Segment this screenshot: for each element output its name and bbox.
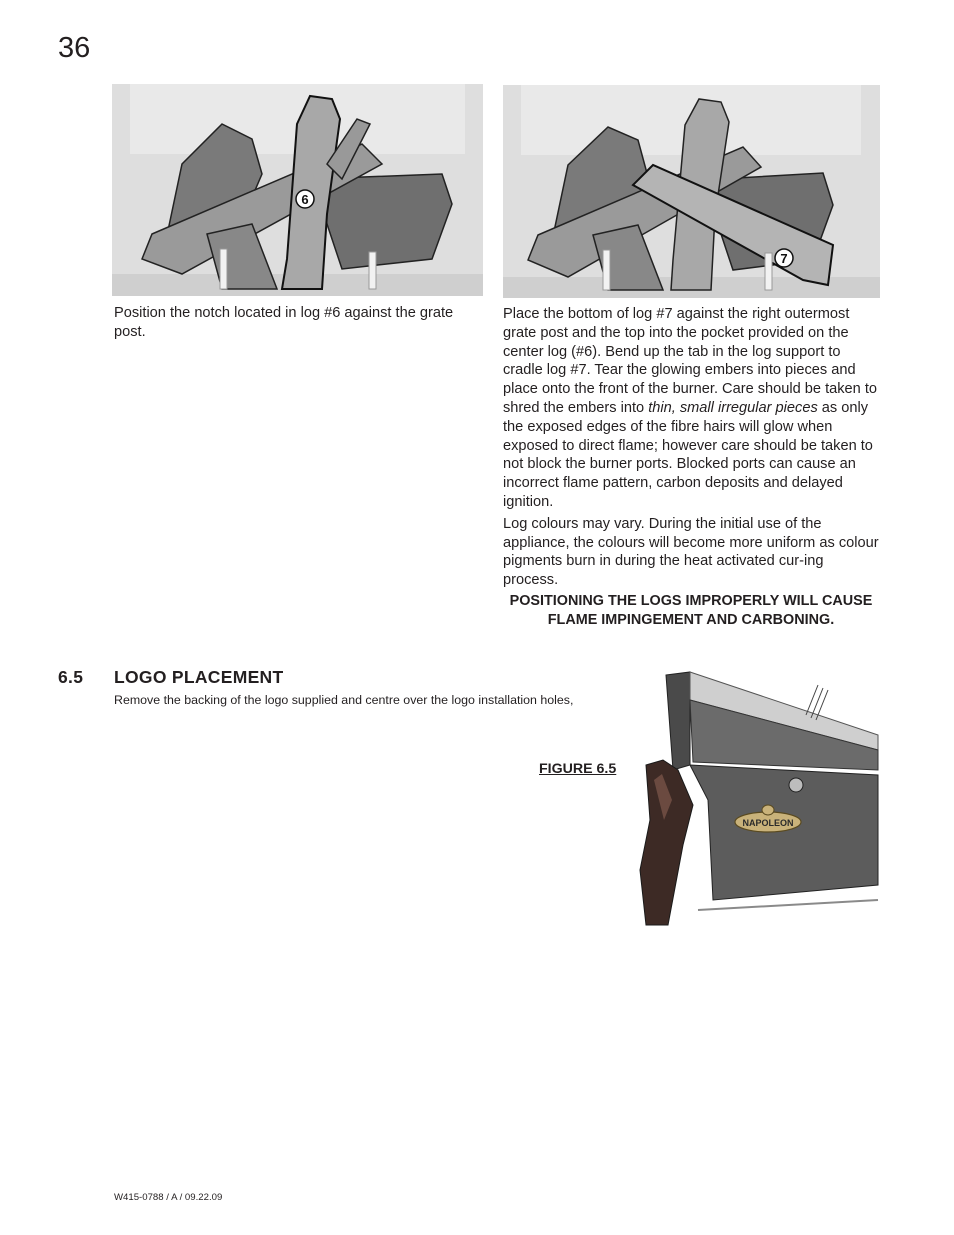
page-number: 36 (58, 32, 91, 64)
log-7-paragraph-1-end: as only the exposed edges of the fibre hairs will glow when exposed to direct flame; however care should be taken to not block the burner ports. Blocked ports can cause an incorrect flame pattern, carbon deposits and delayed ignition. (503, 399, 873, 510)
log-7-paragraph-1-start: Place the bottom of log #7 against the right outermost grate post and the top into the pocket provided on the center log (#6). Bend up the tab in the log support to cradle log #7. Tear the glowing embers into pieces and place onto the front of the burner. Care should be taken to shred the embers into (503, 306, 878, 416)
section-number: 6.5 (58, 667, 84, 687)
document-code: W415-0788 / A / 09.22.09 (114, 1192, 223, 1203)
log-7-photo (503, 85, 880, 298)
napoleon-logo: NAPOLEON (742, 818, 794, 828)
log-colour-paragraph: Log colours may vary. During the initial use of the appliance, the colours will become more uniform as colour pigments burn in during the heat activated cur-ing process. (503, 515, 879, 589)
log-7-paragraph-1-italic: thin, small irregular pieces (648, 399, 818, 416)
callout-6: 6 (301, 192, 309, 207)
log-7-paragraph-1 (503, 305, 879, 512)
figure-label: FIGURE 6.5 (539, 761, 617, 777)
log-7-illustration (503, 85, 880, 298)
log-6-caption-text: Position the notch located in log #6 against the grate post. (114, 305, 454, 340)
log-warning: POSITIONING THE LOGS IMPROPERLY WILL CAUSE FLAME IMPINGEMENT AND CARBONING. (509, 593, 873, 628)
log-7-instructions (503, 305, 879, 593)
log-6-caption (114, 304, 482, 345)
section-body: Remove the backing of the logo supplied and centre over the logo installation holes, (114, 693, 574, 707)
section-title: LOGO PLACEMENT (114, 667, 284, 687)
callout-7: 7 (780, 251, 788, 266)
log-6-illustration (112, 84, 483, 296)
figure-6-5-photo (638, 670, 880, 932)
stove-logo-illustration (638, 670, 880, 932)
log-6-photo (112, 84, 483, 296)
